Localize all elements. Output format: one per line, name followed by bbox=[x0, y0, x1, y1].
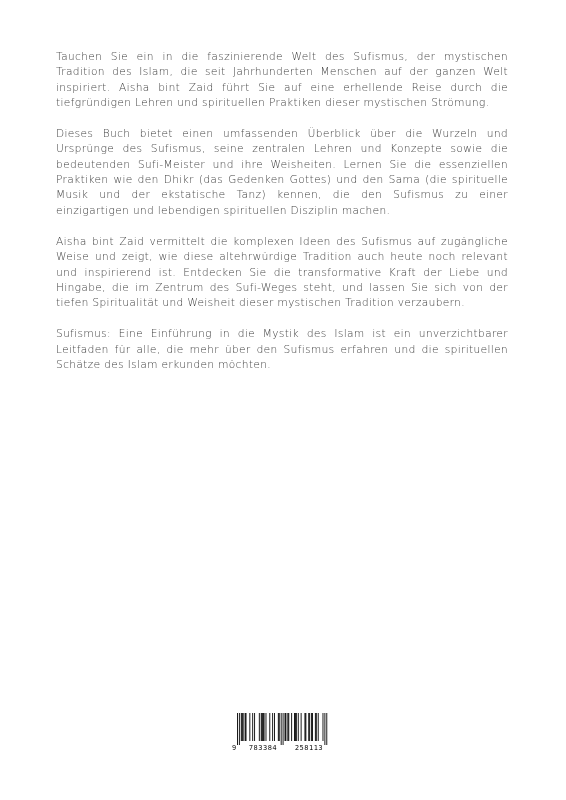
barcode-bar bbox=[291, 713, 292, 741]
barcode-bar bbox=[323, 713, 324, 741]
barcode-bar bbox=[266, 713, 267, 741]
barcode-bar bbox=[281, 713, 282, 745]
paragraph-4: Sufismus: Eine Einführung in die Mystik des Islam ist ein unverzichtbarer Leitfaden für alle, die mehr über den Sufismus erfahren und die spirituellen Schätze des Islam erkunden möchten. bbox=[56, 328, 508, 372]
barcode-bar bbox=[295, 713, 296, 741]
barcode-bar bbox=[326, 713, 327, 745]
barcode-bar bbox=[242, 713, 243, 741]
barcode-bar bbox=[312, 713, 313, 741]
barcode-bar bbox=[237, 713, 238, 745]
barcode-bar bbox=[311, 713, 312, 741]
barcode-bar bbox=[316, 713, 317, 741]
barcode-bar bbox=[241, 713, 242, 741]
barcode-bar bbox=[262, 713, 263, 741]
barcode-bar bbox=[264, 713, 265, 741]
barcode-bar bbox=[301, 713, 302, 741]
barcode-bar bbox=[272, 713, 273, 741]
barcode-bar bbox=[246, 713, 247, 741]
barcode-bar bbox=[318, 713, 319, 741]
barcode-bar bbox=[308, 713, 309, 741]
barcode-bar bbox=[305, 713, 306, 741]
barcode-bar bbox=[263, 713, 264, 741]
barcode-bar bbox=[249, 713, 250, 741]
barcode-bar bbox=[288, 713, 289, 741]
barcode-bar bbox=[254, 713, 255, 741]
barcode-bar bbox=[285, 713, 286, 741]
barcode-bar bbox=[324, 713, 325, 745]
barcode-bar bbox=[304, 713, 305, 741]
barcode-left-group: 783384 bbox=[248, 744, 278, 752]
barcode-bar bbox=[269, 713, 270, 741]
barcode-bar bbox=[279, 713, 280, 741]
blurb-text bbox=[56, 50, 508, 389]
barcode-bar bbox=[278, 713, 279, 741]
paragraph-2: Dieses Buch bietet einen umfassenden Überblick über die Wurzeln und Ursprünge des Sufismus, seine zentralen Lehren und Konzepte sowie die bedeutenden Sufi-Meister und ihre Weisheiten. Lernen Sie die essenziellen Praktiken wie den Dhikr (das Gedenken Gottes) und den Sama (die spirituelle Musik und der ekstatische Tanz) kennen, die den Sufismus zu einer einzigartigen und lebendigen spirituellen Disziplin machen. bbox=[56, 128, 508, 217]
barcode-bars bbox=[232, 711, 332, 745]
barcode-bar bbox=[296, 713, 297, 741]
barcode-first-digit: 9 bbox=[232, 744, 237, 752]
paragraph-3: Aisha bint Zaid vermittelt die komplexen Ideen des Sufismus auf zugängliche Weise und zeigt, wie diese altehrwürdige Tradition auch heute noch relevant und inspirierend ist. Entdecken Sie die transformative Kraft der Liebe und Hingabe, die im Zentrum des Sufi-Weges steht, und lassen Sie sich von der tiefen Spiritualität und Weisheit dieser mystischen Tradition verzaubern. bbox=[56, 235, 508, 310]
barcode-bar bbox=[315, 713, 316, 741]
paragraph-1: Tauchen Sie ein in die faszinierende Welt des Sufismus, der mystischen Tradition des Islam, die seit Jahrhunderten Menschen auf der ganzen Welt inspiriert. Aisha bint Zaid führt Sie auf eine erhellende Reise durch die tiefgründigen Lehren und spirituellen Praktiken dieser mystischen Strömung. bbox=[56, 51, 508, 109]
barcode-bar bbox=[298, 713, 299, 741]
barcode-bar bbox=[283, 713, 284, 745]
barcode-bar bbox=[252, 713, 253, 741]
barcode-digits bbox=[232, 743, 332, 753]
barcode-bar bbox=[285, 713, 286, 741]
barcode-bar bbox=[239, 713, 240, 745]
barcode-bar bbox=[245, 713, 246, 741]
barcode-bar bbox=[259, 713, 260, 741]
barcode-bar bbox=[261, 713, 262, 741]
barcode-bar bbox=[287, 713, 288, 741]
barcode-bar bbox=[294, 713, 295, 741]
barcode-right-group: 258113 bbox=[294, 744, 324, 752]
isbn-barcode bbox=[232, 711, 332, 755]
barcode-bar bbox=[309, 713, 310, 741]
barcode-bar bbox=[274, 713, 275, 741]
barcode-bar bbox=[243, 713, 244, 741]
